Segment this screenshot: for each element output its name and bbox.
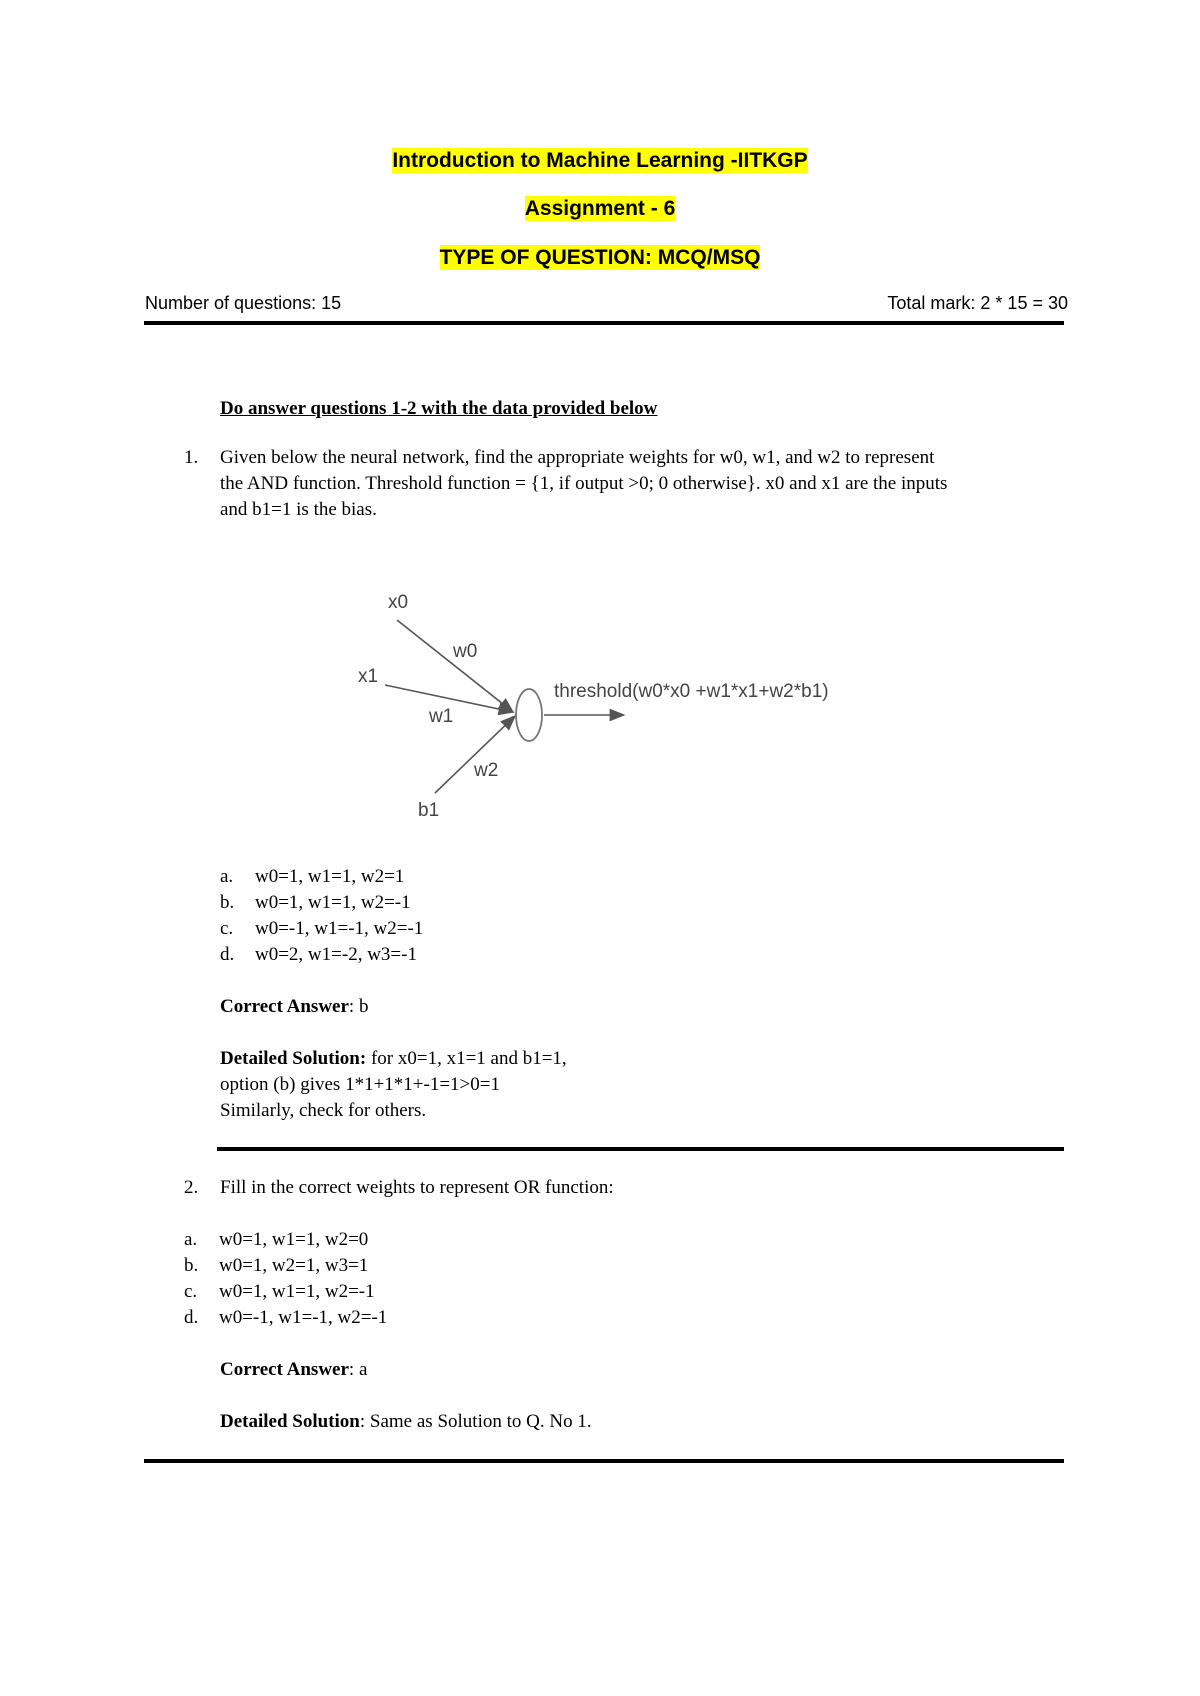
q1-option-b: b. w0=1, w1=1, w2=-1 — [220, 892, 411, 913]
q2-correct-answer: Correct Answer: a — [220, 1359, 368, 1380]
q1-text-line: the AND function. Threshold function = {1, if output >0; 0 otherwise}. x0 and x1 are the inputs — [220, 473, 948, 494]
question-type-title: TYPE OF QUESTION: MCQ/MSQ — [439, 246, 761, 269]
q1-text-line: Given below the neural network, find the appropriate weights for w0, w1, and w2 to represent — [220, 447, 935, 468]
label-output: threshold(w0*x0 +w1*x1+w2*b1) — [554, 681, 829, 702]
q1-detailed-solution: Detailed Solution: for x0=1, x1=1 and b1=1, option (b) gives 1*1+1*1+-1=1>0=1 Similarly, check for others. — [220, 1048, 567, 1121]
assignment-title: Assignment - 6 — [524, 197, 676, 220]
neural-network-diagram — [340, 580, 840, 825]
q2-option-d: d. w0=-1, w1=-1, w2=-1 — [184, 1307, 388, 1328]
q2-detailed-solution: Detailed Solution: Same as Solution to Q. No 1. — [220, 1411, 592, 1432]
q1-number: 1. — [184, 447, 199, 468]
q1-divider — [217, 1147, 1064, 1151]
label-x0: x0 — [388, 592, 409, 613]
q2-option-c: c. w0=1, w1=1, w2=-1 — [184, 1281, 375, 1302]
header-divider — [144, 321, 1064, 325]
label-w1: w1 — [429, 706, 454, 727]
q1-option-d: d. w0=2, w1=-2, w3=-1 — [220, 944, 417, 965]
q2-option-b: b. w0=1, w2=1, w3=1 — [184, 1255, 369, 1276]
label-x1: x1 — [358, 666, 379, 687]
intro-instruction: Do answer questions 1-2 with the data provided below — [220, 398, 658, 419]
label-b1: b1 — [418, 800, 440, 821]
edge-x0 — [397, 620, 513, 712]
q1-option-a: a. w0=1, w1=1, w2=1 — [220, 866, 405, 887]
course-title: Introduction to Machine Learning -IITKGP — [392, 149, 808, 172]
q2-option-a: a. w0=1, w1=1, w2=0 — [184, 1229, 369, 1250]
q1-text — [220, 445, 1070, 523]
label-w2: w2 — [474, 760, 499, 781]
neuron-node — [516, 689, 542, 741]
edge-b1 — [435, 716, 515, 793]
q2-divider — [144, 1459, 1064, 1463]
q2-text: Fill in the correct weights to represent OR function: — [220, 1177, 614, 1198]
q1-option-c: c. w0=-1, w1=-1, w2=-1 — [220, 918, 424, 939]
label-w0: w0 — [453, 641, 478, 662]
q1-correct-answer: Correct Answer: b — [220, 996, 369, 1017]
number-of-questions: Number of questions: 15 — [145, 293, 342, 313]
q2-number: 2. — [184, 1177, 199, 1198]
total-mark: Total mark: 2 * 15 = 30 — [887, 293, 1068, 313]
q1-text-line: and b1=1 is the bias. — [220, 499, 377, 520]
